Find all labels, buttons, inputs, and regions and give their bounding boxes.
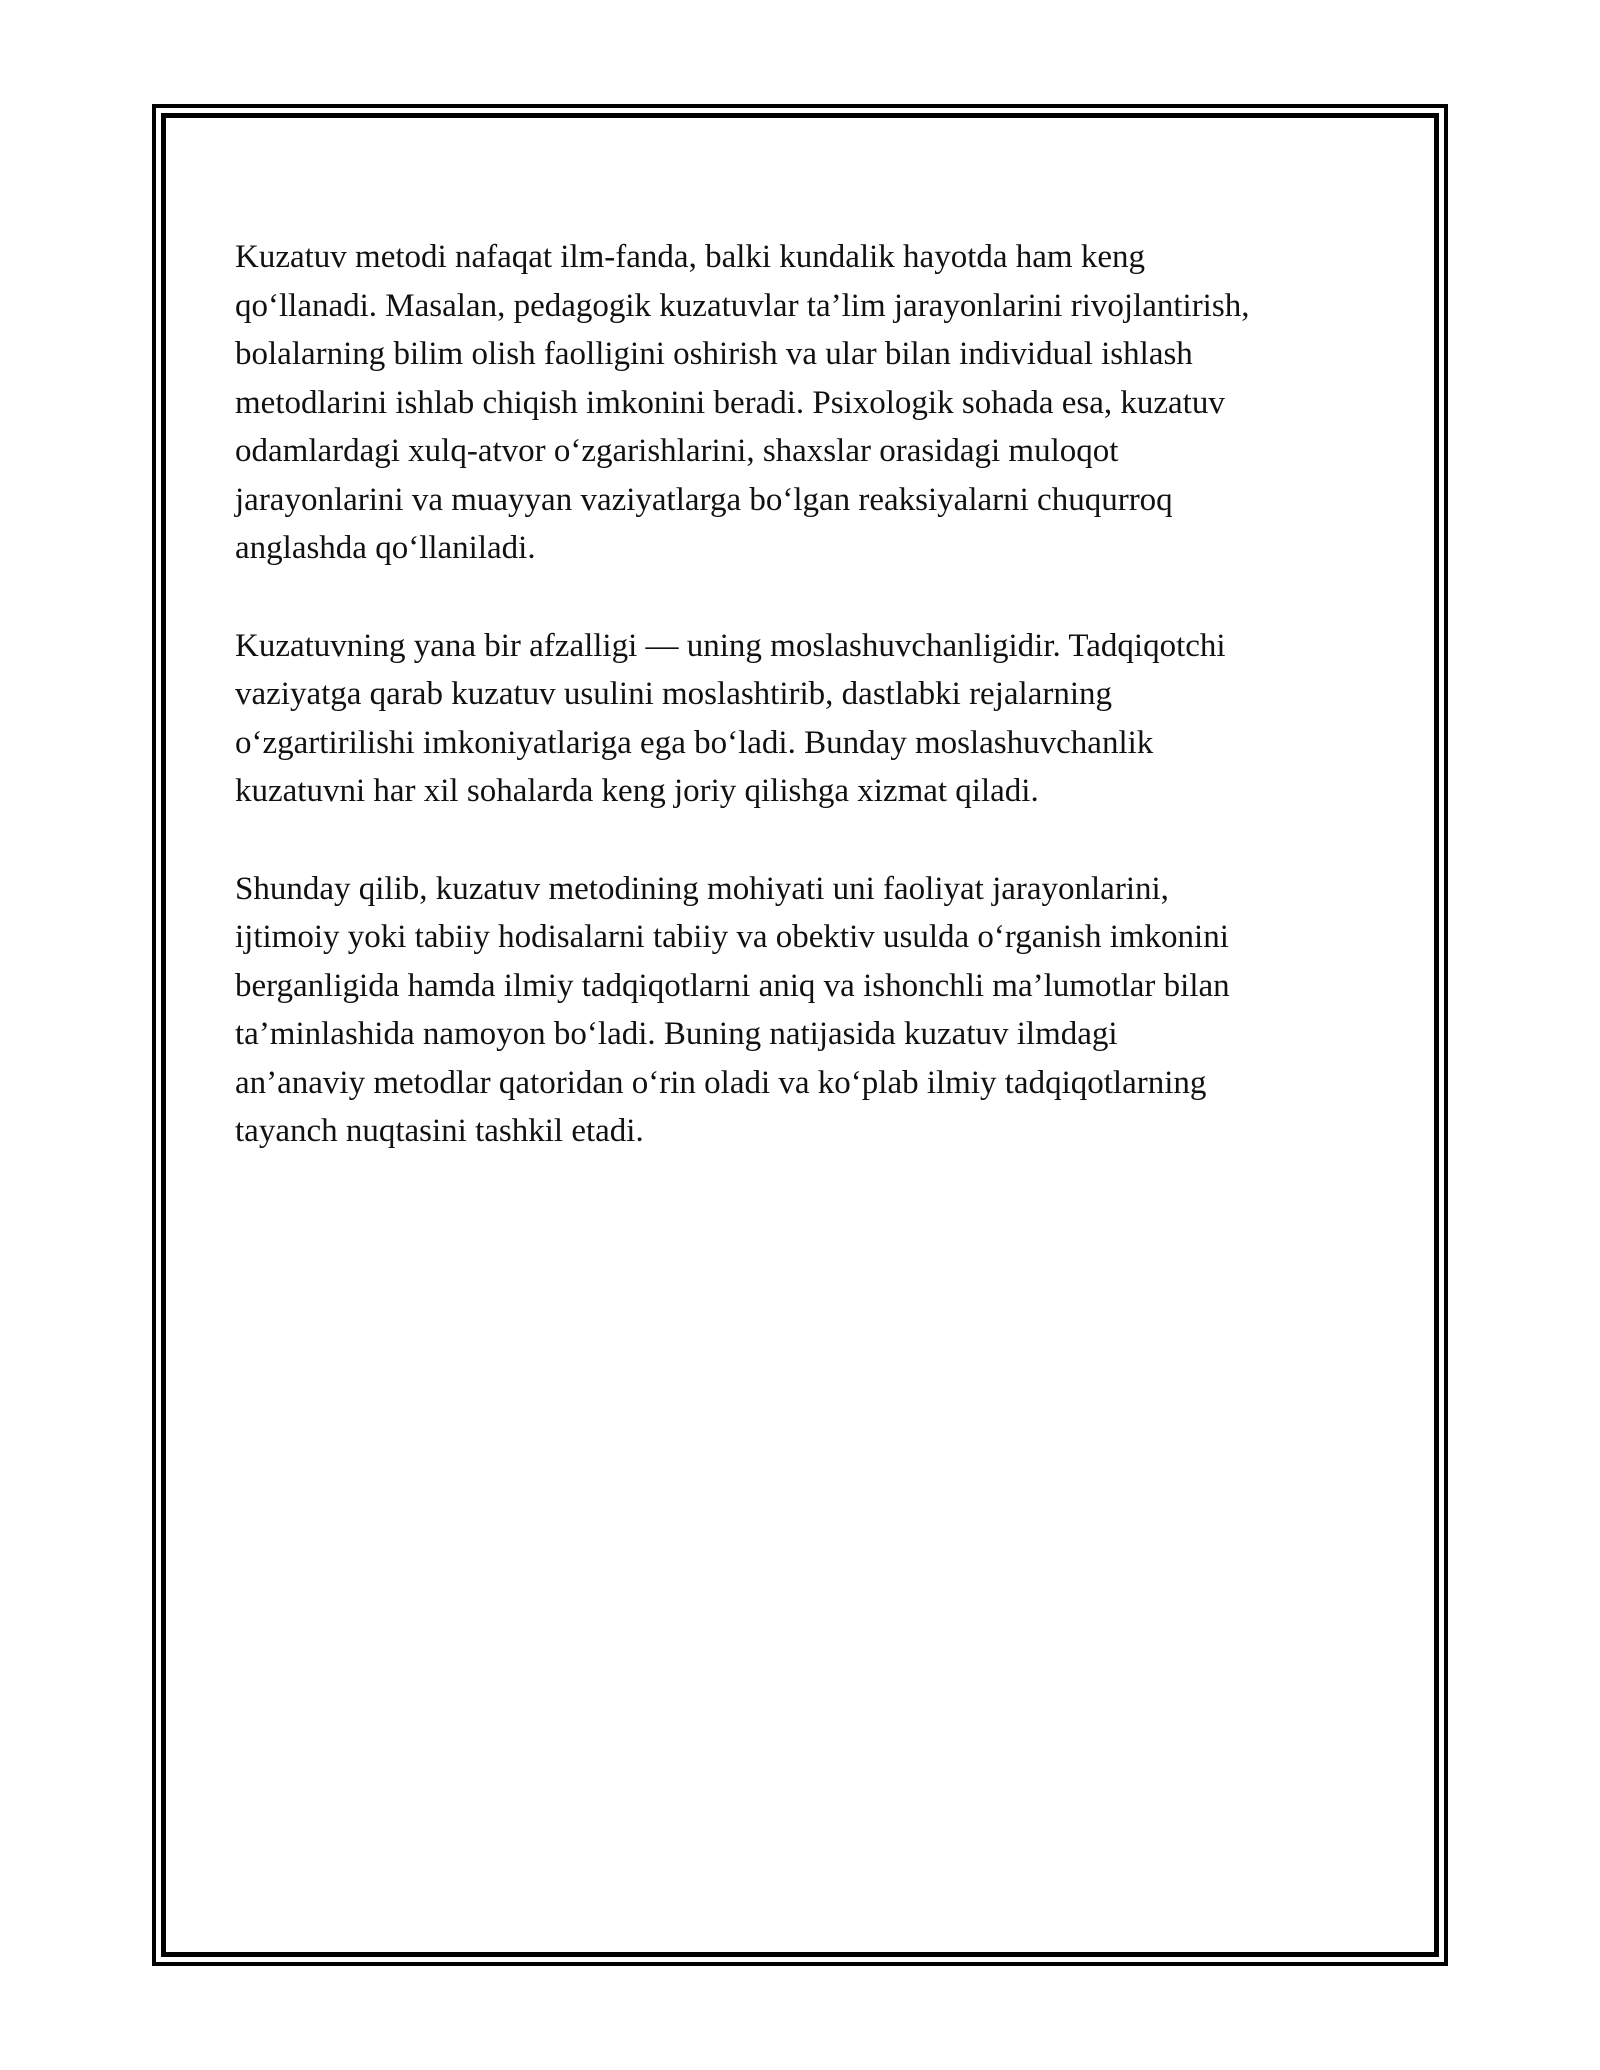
text-line: vaziyatga qarab kuzatuv usulini moslashtirib, dastlabki rejalarning (235, 676, 1112, 712)
text-line: bolalarning bilim olish faolligini oshirish va ular bilan individual ishlash (235, 336, 1193, 372)
paragraph-2 (235, 622, 1370, 816)
document-body (235, 233, 1370, 1205)
text-line: jarayonlarini va muayyan vaziyatlarga bo‘lgan reaksiyalarni chuqurroq (235, 481, 1173, 518)
text-line: kuzatuvni har xil sohalarda keng joriy qilishga xizmat qiladi. (235, 773, 1039, 809)
text-line: tayanch nuqtasini tashkil etadi. (235, 1113, 644, 1149)
text-line: qo‘llanadi. Masalan, pedagogik kuzatuvlar ta’lim jarayonlarini rivojlantirish, (235, 287, 1250, 324)
paragraph-3 (235, 865, 1370, 1156)
text-line: Kuzatuvning yana bir afzalligi — uning moslashuvchanligidir. Tadqiqotchi (235, 627, 1226, 664)
text-line: Shunday qilib, kuzatuv metodining mohiyati uni faoliyat jarayonlarini, (235, 870, 1169, 907)
text-line: metodlarini ishlab chiqish imkonini beradi. Psixologik sohada esa, kuzatuv (235, 384, 1225, 421)
text-line: ta’minlashida namoyon bo‘ladi. Buning natijasida kuzatuv ilmdagi (235, 1016, 1118, 1052)
text-line: an’anaviy metodlar qatoridan o‘rin oladi va ko‘plab ilmiy tadqiqotlarning (235, 1064, 1207, 1101)
paragraph-1 (235, 233, 1370, 573)
text-line: ijtimoiy yoki tabiiy hodisalarni tabiiy va obektiv usulda o‘rganish imkonini (235, 919, 1229, 955)
text-line: anglashda qo‘llaniladi. (235, 530, 536, 566)
text-line: odamlardagi xulq-atvor o‘zgarishlarini, shaxslar orasidagi muloqot (235, 433, 1119, 469)
text-line: Kuzatuv metodi nafaqat ilm-fanda, balki kundalik hayotda ham keng (235, 239, 1145, 275)
text-line: o‘zgartirilishi imkoniyatlariga ega bo‘ladi. Bunday moslashuvchanlik (235, 724, 1154, 761)
text-line: berganligida hamda ilmiy tadqiqotlarni aniq va ishonchli ma’lumotlar bilan (235, 967, 1230, 1004)
